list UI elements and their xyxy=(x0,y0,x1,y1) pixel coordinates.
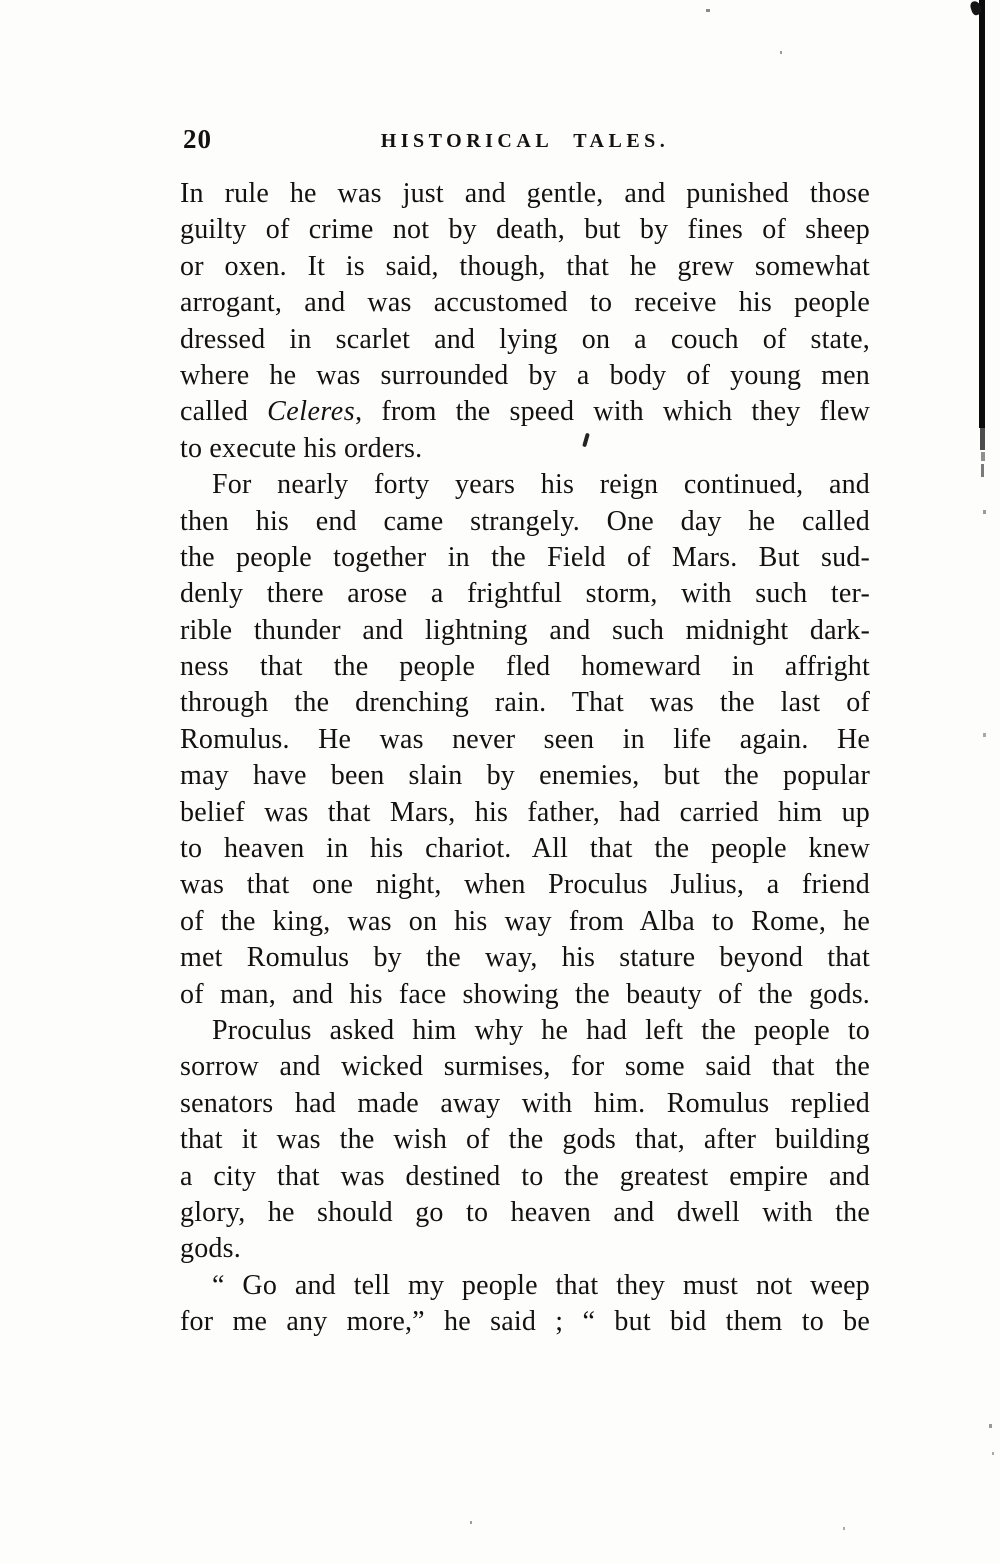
text-line: met Romulus by the way, his stature beyond that xyxy=(180,942,870,974)
body-text xyxy=(180,176,870,1341)
text-line: through the drenching rain. That was the last of xyxy=(180,687,870,719)
scan-edge-blot xyxy=(969,0,983,16)
scan-speck xyxy=(843,1527,845,1530)
text-line: a city that was destined to the greatest empire and xyxy=(180,1160,870,1192)
text-line: of the king, was on his way from Alba to Rome, he xyxy=(180,905,870,937)
text-line: where he was surrounded by a body of young men xyxy=(180,359,870,391)
text-line: sorrow and wicked surmises, for some said that the xyxy=(180,1051,870,1083)
page-number: 20 xyxy=(183,124,212,154)
text-line: glory, he should go to heaven and dwell with the xyxy=(180,1196,870,1228)
scan-speck xyxy=(780,51,782,54)
text-line: ness that the people fled homeward in affright xyxy=(180,651,870,683)
text-line-with-italic xyxy=(180,394,870,430)
scan-speck xyxy=(983,733,986,737)
text-line: belief was that Mars, his father, had carried him up xyxy=(180,796,870,828)
text-line: was that one night, when Proculus Julius, a friend xyxy=(180,869,870,901)
text-segment: called xyxy=(180,396,268,428)
text-line: Proculus asked him why he had left the people to xyxy=(212,1014,870,1046)
scan-speck xyxy=(983,510,986,514)
italic-word-celeres: Celeres xyxy=(267,396,356,428)
text-line: arrogant, and was accustomed to receive his people xyxy=(180,287,870,319)
text-line: or oxen. It is said, though, that he grew somewhat xyxy=(180,250,870,282)
text-line: senators had made away with him. Romulus replied xyxy=(180,1087,870,1119)
scan-edge-dash xyxy=(981,464,984,477)
text-line: to execute his orders. xyxy=(180,432,423,464)
scan-speck xyxy=(470,1521,472,1524)
text-line: In rule he was just and gentle, and punished those xyxy=(180,178,870,209)
scan-speck xyxy=(706,9,710,12)
text-segment: , from the speed with which they flew xyxy=(355,396,870,428)
scan-edge-line-fade xyxy=(980,428,985,450)
text-line: Romulus. He was never seen in life again. He xyxy=(180,723,870,755)
scan-speck xyxy=(992,1452,994,1455)
scan-edge-line-fade xyxy=(981,452,985,461)
text-line: dressed in scarlet and lying on a couch of state, xyxy=(180,323,870,355)
text-line: of man, and his face showing the beauty of the gods. xyxy=(180,978,870,1010)
text-line: For nearly forty years his reign continued, and xyxy=(212,469,870,501)
text-line: rible thunder and lightning and such midnight dark- xyxy=(180,614,870,646)
text-line: for me any more,” he said ; “ but bid them to be xyxy=(180,1306,870,1338)
text-line: to heaven in his chariot. All that the people knew xyxy=(180,833,870,865)
text-line: “ Go and tell my people that they must not weep xyxy=(212,1269,870,1301)
scan-speck xyxy=(989,1424,992,1428)
text-line: gods. xyxy=(180,1233,241,1265)
text-line: then his end came strangely. One day he called xyxy=(180,505,870,537)
running-header-title: HISTORICAL TALES. xyxy=(380,130,670,152)
scan-edge-line xyxy=(979,0,985,428)
text-line: guilty of crime not by death, but by fines of sheep xyxy=(180,214,870,246)
text-line: denly there arose a frightful storm, with such ter- xyxy=(180,578,870,610)
text-line: the people together in the Field of Mars. But sud- xyxy=(180,541,870,573)
text-line: may have been slain by enemies, but the popular xyxy=(180,760,870,792)
text-line: that it was the wish of the gods that, after building xyxy=(180,1124,870,1156)
